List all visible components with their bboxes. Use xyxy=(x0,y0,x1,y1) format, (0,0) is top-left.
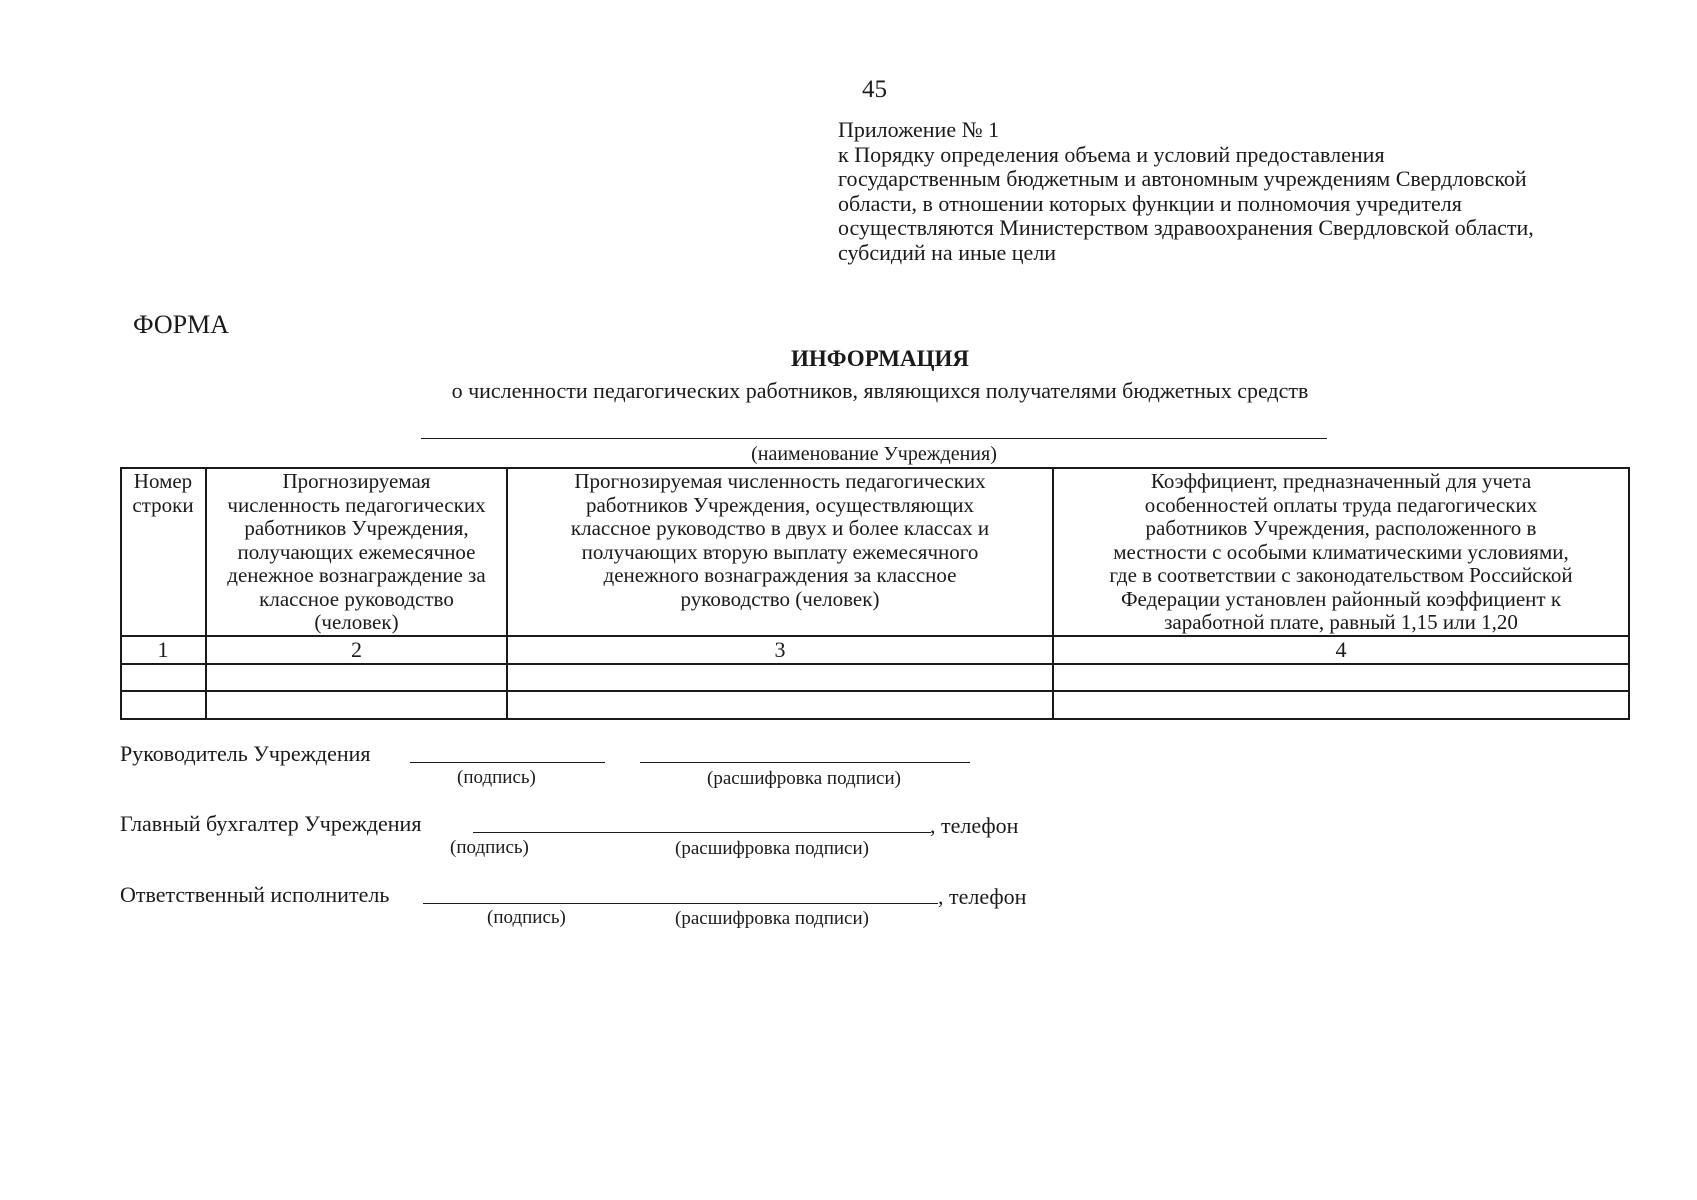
table-border-bottom xyxy=(120,718,1630,720)
executor-signature-field[interactable] xyxy=(423,903,938,904)
header-text: особенностей оплаты труда педагогических xyxy=(1144,492,1538,517)
header-text: получающих ежемесячное xyxy=(237,539,476,564)
header-text: работников Учреждения, расположенного в xyxy=(1145,516,1537,540)
institution-name-caption: (наименование Учреждения) xyxy=(751,443,997,465)
head-decoding-caption: (расшифровка подписи) xyxy=(707,768,901,789)
header-text: Коэффициент, предназначенный для учета xyxy=(1150,469,1532,493)
data-table xyxy=(120,467,1630,720)
executor-phone-label: , телефон xyxy=(938,884,1027,909)
head-signature-decoding-field[interactable] xyxy=(640,762,970,763)
header-text: работников Учреждения, xyxy=(244,516,469,540)
executor-decoding-caption: (расшифровка подписи) xyxy=(675,908,869,929)
document-subtitle: о численности педагогических работников, являющихся получателями бюджетных средств xyxy=(451,378,1309,403)
appendix-line: субсидий на иные цели xyxy=(838,239,1057,265)
header-text: получающих вторую выплату ежемесячного xyxy=(581,539,979,564)
header-text: денежное вознаграждение за xyxy=(227,563,486,587)
header-text: численность педагогических xyxy=(227,492,486,517)
header-text: (человек) xyxy=(314,610,399,634)
accountant-phone-label: , телефон xyxy=(930,813,1019,838)
header-teachers-with-award xyxy=(206,470,507,635)
column-number: 1 xyxy=(157,637,169,662)
column-number: 2 xyxy=(351,637,362,662)
header-text: классное руководство xyxy=(259,586,454,611)
accountant-signature-label: Главный бухгалтер Учреждения xyxy=(120,811,422,836)
header-text: руководство (человек) xyxy=(680,586,880,611)
head-signature-caption: (подпись) xyxy=(457,767,536,788)
table-cell[interactable] xyxy=(507,692,1053,717)
header-text: Прогнозируемая численность педагогических xyxy=(574,469,986,493)
table-cell[interactable] xyxy=(120,692,206,717)
header-text: Прогнозируемая xyxy=(282,469,431,493)
header-text: где в соответствии с законодательством Российской xyxy=(1109,563,1573,587)
appendix-line: области, в отношении которых функции и полномочия учредителя xyxy=(838,190,1462,216)
head-signature-field[interactable] xyxy=(410,762,605,763)
head-signature-label: Руководитель Учреждения xyxy=(120,741,371,766)
document-title: ИНФОРМАЦИЯ xyxy=(790,346,970,371)
page-number: 45 xyxy=(862,76,887,103)
header-text: классное руководство в двух и более классах и xyxy=(570,516,990,540)
table-cell[interactable] xyxy=(206,665,507,689)
header-text: денежного вознаграждения за классное xyxy=(603,563,957,587)
header-text: Номер xyxy=(133,469,193,493)
table-cell[interactable] xyxy=(206,692,507,717)
header-text: работников Учреждения, осуществляющих xyxy=(585,492,975,517)
header-text: местности с особыми климатическими условиями, xyxy=(1113,539,1569,564)
appendix-line: Приложение № 1 xyxy=(838,117,1000,142)
header-text: заработной плате, равный 1,15 или 1,20 xyxy=(1164,610,1518,634)
header-text: Федерации установлен районный коэффициент к xyxy=(1120,586,1562,611)
accountant-signature-field[interactable] xyxy=(473,832,931,833)
header-text: строки xyxy=(132,492,194,517)
form-label: ФОРМА xyxy=(133,310,229,339)
accountant-signature-caption: (подпись) xyxy=(450,837,529,858)
table-cell[interactable] xyxy=(1053,665,1629,689)
executor-signature-label: Ответственный исполнитель xyxy=(120,882,390,907)
table-cell[interactable] xyxy=(1053,692,1629,717)
appendix-line: государственным бюджетным и автономным учреждениям Свердловской xyxy=(838,166,1527,191)
appendix-reference xyxy=(838,118,1638,265)
institution-name-field[interactable] xyxy=(421,438,1327,439)
column-number: 3 xyxy=(774,637,786,662)
accountant-decoding-caption: (расшифровка подписи) xyxy=(675,838,869,859)
appendix-line: осуществляются Министерством здравоохранения Свердловской области, xyxy=(838,215,1534,240)
header-teachers-multiple-classes xyxy=(507,470,1053,611)
header-climate-coefficient xyxy=(1053,470,1629,635)
table-cell[interactable] xyxy=(120,665,206,689)
column-number: 4 xyxy=(1335,637,1347,662)
executor-signature-caption: (подпись) xyxy=(487,907,566,928)
appendix-line: к Порядку определения объема и условий предоставления xyxy=(838,141,1385,167)
header-row-number xyxy=(120,470,206,517)
table-cell[interactable] xyxy=(507,665,1053,689)
